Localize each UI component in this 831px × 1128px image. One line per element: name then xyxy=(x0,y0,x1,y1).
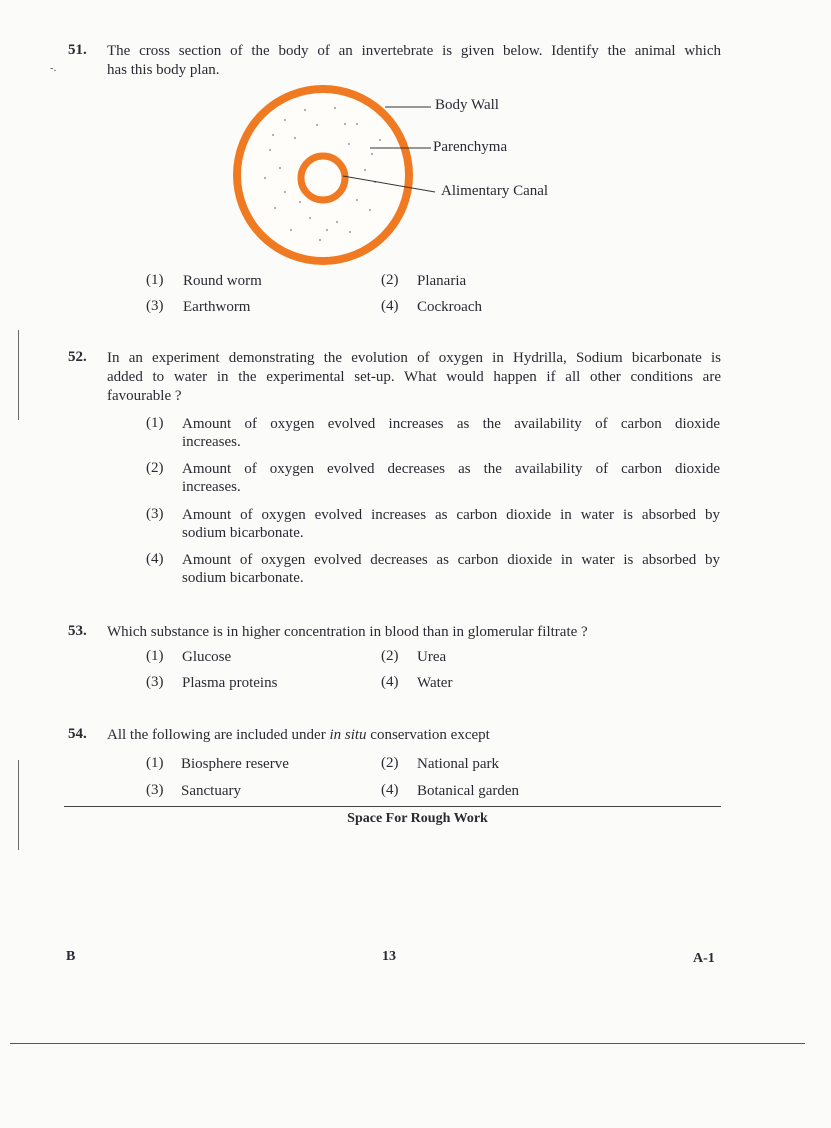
question-text-italic: in situ xyxy=(329,727,367,743)
option-number: (2) xyxy=(381,755,399,771)
question-number-51: 51. xyxy=(68,42,87,58)
question-number-53: 53. xyxy=(68,623,87,639)
option-number: (3) xyxy=(146,674,164,690)
question-number-52: 52. xyxy=(68,349,87,365)
option-text-line: sodium bicarbonate. xyxy=(182,525,304,541)
question-text-line: The cross section of the body of an invertebrate is given below. Identify the animal which xyxy=(107,43,721,59)
option-text: Glucose xyxy=(182,649,232,665)
option-text xyxy=(182,551,720,587)
question-text-line: added to water in the experimental set-up. What would happen if all other conditions are xyxy=(107,369,721,385)
option-number: (2) xyxy=(381,648,399,664)
question-text-51 xyxy=(107,42,721,80)
option-text-line: Amount of oxygen evolved decreases as the availability of carbon dioxide xyxy=(182,461,720,477)
option-number: (4) xyxy=(381,298,399,314)
option-text-line: increases. xyxy=(182,434,241,450)
option-text-line: Amount of oxygen evolved increases as carbon dioxide in water is absorbed by xyxy=(182,507,720,523)
option-text-line: increases. xyxy=(182,479,241,495)
rough-work-label: Space For Rough Work xyxy=(347,811,488,826)
option-text: Sanctuary xyxy=(181,783,241,799)
footer-set-code: A-1 xyxy=(693,951,715,966)
stray-mark: -. xyxy=(50,62,57,74)
option-number: (3) xyxy=(146,298,164,314)
label-alimentary-canal: Alimentary Canal xyxy=(441,183,549,199)
option-text-line: Amount of oxygen evolved decreases as carbon dioxide in water is absorbed by xyxy=(182,552,720,568)
question-number-54: 54. xyxy=(68,726,87,742)
option-number: (3) xyxy=(146,506,164,522)
footer-booklet-code: B xyxy=(66,949,76,964)
option-text-line: sodium bicarbonate. xyxy=(182,570,304,586)
footer-page-number: 13 xyxy=(382,949,396,964)
option-text: Round worm xyxy=(183,273,262,289)
question-text-line: In an experiment demonstrating the evolution of oxygen in Hydrilla, Sodium bicarbonate is xyxy=(107,350,721,366)
option-text: National park xyxy=(417,756,500,772)
option-text: Botanical garden xyxy=(417,783,520,799)
option-text: Planaria xyxy=(417,273,467,289)
option-number: (2) xyxy=(146,460,164,476)
option-number: (4) xyxy=(381,782,399,798)
question-text-part: conservation except xyxy=(366,727,490,743)
question-text-54 xyxy=(107,726,490,745)
option-number: (4) xyxy=(146,551,164,567)
question-text-52 xyxy=(107,349,721,406)
alimentary-canal-ring xyxy=(301,156,345,200)
rough-work-divider xyxy=(64,806,721,807)
cross-section-diagram xyxy=(225,80,570,270)
label-body-wall: Body Wall xyxy=(435,97,499,113)
option-text: Plasma proteins xyxy=(182,675,278,691)
question-text-53: Which substance is in higher concentration in blood than in glomerular filtrate ? xyxy=(107,624,588,640)
option-number: (1) xyxy=(146,272,164,288)
option-text: Water xyxy=(417,675,453,691)
option-text: Earthworm xyxy=(183,299,251,315)
option-text: Cockroach xyxy=(417,299,482,315)
option-text xyxy=(182,415,720,451)
margin-mark xyxy=(18,760,19,850)
question-text-line: favourable ? xyxy=(107,388,182,404)
option-text: Biosphere reserve xyxy=(181,756,289,772)
option-number: (1) xyxy=(146,648,164,664)
option-text xyxy=(182,460,720,496)
page-bottom-edge xyxy=(10,1043,805,1044)
option-number: (3) xyxy=(146,782,164,798)
option-number: (2) xyxy=(381,272,399,288)
option-text-line: Amount of oxygen evolved increases as the availability of carbon dioxide xyxy=(182,416,720,432)
option-text xyxy=(182,506,720,542)
question-text-line: has this body plan. xyxy=(107,62,220,78)
option-number: (4) xyxy=(381,674,399,690)
option-text: Urea xyxy=(417,649,447,665)
question-text-part: All the following are included under xyxy=(107,727,330,743)
option-number: (1) xyxy=(146,755,164,771)
option-number: (1) xyxy=(146,415,164,431)
label-parenchyma: Parenchyma xyxy=(433,139,508,155)
margin-mark xyxy=(18,330,19,420)
